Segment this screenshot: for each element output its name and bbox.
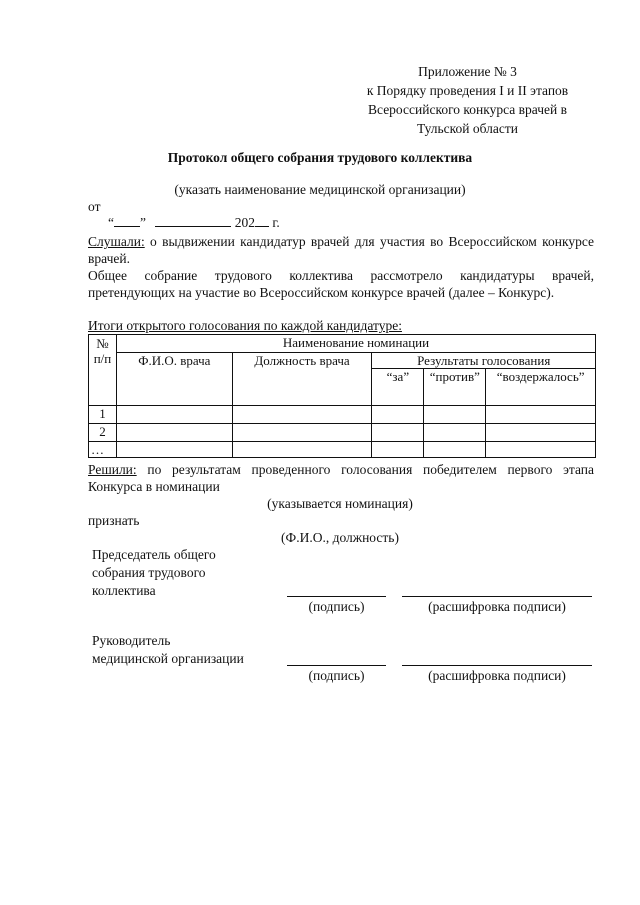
- date-line: [108, 214, 280, 231]
- month-blank: [155, 214, 231, 227]
- date-year-suffix: г.: [272, 215, 280, 230]
- recognize-label: признать: [88, 513, 140, 528]
- heard-text: о выдвижении кандидатур врачей для участия во Всероссийском конкурсе врачей.: [88, 234, 594, 266]
- head-decoding-line: [402, 665, 592, 666]
- decided-paragraph: [88, 461, 594, 495]
- document-title: Протокол общего собрания трудового коллектива: [167, 150, 473, 165]
- results-heading: Итоги открытого голосования по каждой кандидатуре:: [88, 318, 402, 333]
- header-number: № п/п: [89, 335, 117, 406]
- table-row: [89, 406, 596, 424]
- date-open-quote: “: [108, 215, 114, 230]
- header-against: “против”: [424, 369, 486, 406]
- nomination-hint: (указывается номинация): [267, 496, 413, 511]
- appendix-line: Всероссийского конкурса врачей в: [368, 102, 567, 117]
- heard-label: Слушали:: [88, 234, 145, 249]
- head-line: Руководитель: [92, 633, 171, 648]
- header-abstain: “воздержалось”: [486, 369, 596, 406]
- head-line: медицинской организации: [92, 651, 244, 666]
- chairman-line: собрания трудового: [92, 565, 206, 580]
- chairman-title: [92, 546, 216, 600]
- day-blank: [114, 214, 140, 227]
- chairman-signature-caption: (подпись): [308, 599, 365, 614]
- decided-label: Решили:: [88, 462, 137, 477]
- head-signature-line: [287, 665, 386, 666]
- table-row: [89, 424, 596, 442]
- date-close-quote: ”: [140, 215, 146, 230]
- head-signature-caption: (подпись): [308, 668, 365, 683]
- appendix-number: Приложение № 3: [418, 64, 517, 79]
- chairman-line: коллектива: [92, 583, 156, 598]
- table-row: [89, 442, 596, 458]
- appendix-line: к Порядку проведения I и II этапов: [366, 83, 569, 98]
- date-from-label: от: [88, 199, 101, 214]
- header-for: “за”: [372, 369, 424, 406]
- row-number: …: [89, 442, 117, 458]
- organization-hint: (указать наименование медицинской организации): [174, 182, 466, 197]
- year-blank: [255, 214, 269, 227]
- header-nomination: Наименование номинации: [116, 335, 595, 353]
- meeting-paragraph: Общее собрание трудового коллектива рассмотрело кандидатуры врачей, претендующих на участие во Всероссийском конкурсе врачей (далее – Конкурс).: [88, 268, 594, 300]
- appendix-block: [330, 62, 605, 138]
- chairman-decoding-line: [402, 596, 592, 597]
- appendix-line: Тульской области: [417, 121, 518, 136]
- header-doctor-position: Должность врача: [232, 353, 372, 406]
- chairman-line: Председатель общего: [92, 547, 216, 562]
- chairman-signature-line: [287, 596, 386, 597]
- header-doctor-name: Ф.И.О. врача: [116, 353, 232, 406]
- head-title: [92, 632, 244, 668]
- fio-hint: (Ф.И.О., должность): [281, 530, 399, 545]
- head-decoding-caption: (расшифровка подписи): [428, 668, 566, 683]
- decided-text: по результатам проведенного голосования победителем первого этапа Конкурса в номинации: [88, 462, 594, 494]
- voting-table: [88, 334, 596, 458]
- heard-paragraph: [88, 233, 594, 267]
- row-number: 2: [89, 424, 117, 442]
- header-voting-results: Результаты голосования: [372, 353, 596, 369]
- date-year: 202: [234, 215, 255, 230]
- chairman-decoding-caption: (расшифровка подписи): [428, 599, 566, 614]
- row-number: 1: [89, 406, 117, 424]
